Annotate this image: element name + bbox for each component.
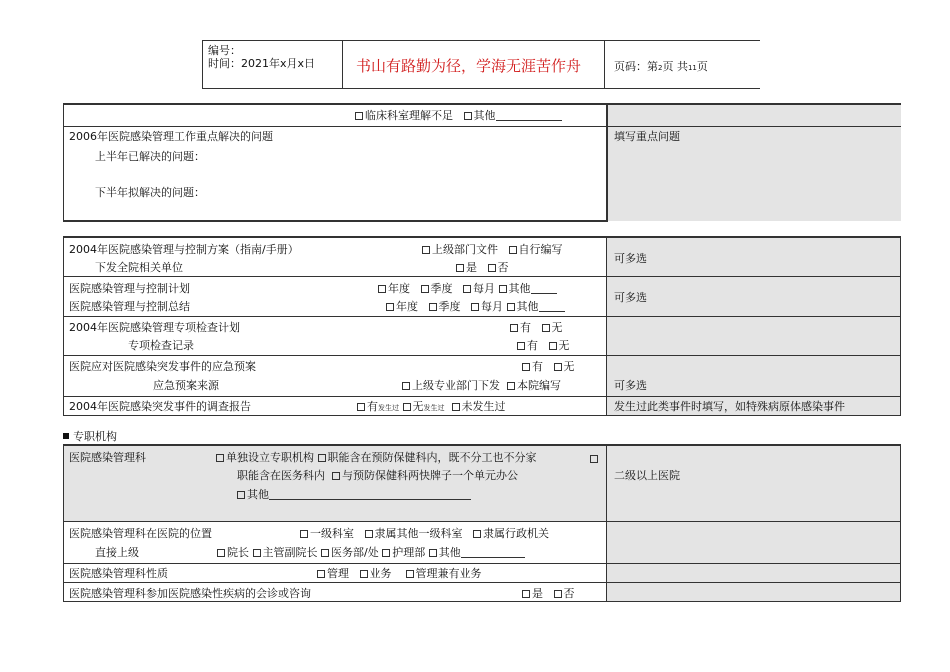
control-summary-label: 医院感染管理与控制总结 xyxy=(69,300,190,313)
not-occurred-checkbox[interactable] xyxy=(452,403,460,411)
report-yes-checkbox[interactable] xyxy=(357,403,365,411)
outbreak-report-options: 有发生过 无发生过 未发生过 xyxy=(357,400,506,415)
plan-quarterly-checkbox[interactable] xyxy=(421,285,429,293)
ic-dept-options-line3: 其他 xyxy=(237,488,471,501)
upper-dept-checkbox[interactable] xyxy=(422,246,430,254)
other-checkbox[interactable] xyxy=(464,112,472,120)
plan-other-checkbox[interactable] xyxy=(499,285,507,293)
self-written-checkbox[interactable] xyxy=(509,246,517,254)
emergency-source-options: 上级专业部门下发 本院编写 xyxy=(402,379,561,392)
under-other-checkbox[interactable] xyxy=(365,530,373,538)
outbreak-note: 发生过此类事件时填写，如特殊病原体感染事件 xyxy=(614,400,845,413)
time-label: 时间：2021年x月x日 xyxy=(208,57,316,70)
ic-dept-options-line2: 职能含在医务科内 与预防保健科两快牌子一个单元办公 xyxy=(237,469,518,482)
distribute-no-checkbox[interactable] xyxy=(488,264,496,272)
management-checkbox[interactable] xyxy=(317,570,325,578)
distribute-yes-checkbox[interactable] xyxy=(456,264,464,272)
ic-other-blank[interactable] xyxy=(269,489,471,500)
nursing-dept-checkbox[interactable] xyxy=(382,549,390,557)
plan-guideline-label: 2004年医院感染管理与控制方案（指南/手册） xyxy=(69,243,299,256)
plan-note: 可多选 xyxy=(614,252,647,265)
emergency-source-label: 应急预案来源 xyxy=(153,379,219,392)
consult-no-checkbox[interactable] xyxy=(554,590,562,598)
key-issues-title: 2006年医院感染管理工作重点解决的问题 xyxy=(69,130,273,143)
hospital-written-checkbox[interactable] xyxy=(507,382,515,390)
dual-sign-checkbox[interactable] xyxy=(332,472,340,480)
consultation-options: 是 否 xyxy=(522,587,575,600)
motto: 书山有路勤为径，学海无涯苦作舟 xyxy=(356,57,582,75)
inspection-plan-options: 有 无 xyxy=(510,321,563,334)
consult-yes-checkbox[interactable] xyxy=(522,590,530,598)
emergency-yes-checkbox[interactable] xyxy=(522,363,530,371)
emergency-plan-label: 医院应对医院感染突发事件的应急预案 xyxy=(69,360,256,373)
under-admin-checkbox[interactable] xyxy=(473,530,481,538)
business-checkbox[interactable] xyxy=(360,570,368,578)
control-note: 可多选 xyxy=(614,291,647,304)
control-summary-options: 年度 季度 每月 其他 xyxy=(386,300,565,313)
position-options: 一级科室 隶属其他一级科室 隶属行政机关 xyxy=(300,527,549,540)
inspection-plan-label: 2004年医院感染管理专项检查计划 xyxy=(69,321,240,334)
superior-options: 院长 主管副院长 医务部/处 护理部 其他 xyxy=(217,546,525,559)
upper-issued-checkbox[interactable] xyxy=(402,382,410,390)
vice-president-checkbox[interactable] xyxy=(253,549,261,557)
doc-number-label: 编号： xyxy=(208,44,241,57)
summary-monthly-checkbox[interactable] xyxy=(471,303,479,311)
first-half-label: 上半年已解决的问题： xyxy=(95,150,205,163)
page-number: 页码：第2页 共11页 xyxy=(614,60,708,73)
inspection-no-checkbox[interactable] xyxy=(542,324,550,332)
inspection-record-label: 专项检查记录 xyxy=(128,339,194,352)
plan-other-blank[interactable] xyxy=(531,283,557,294)
summary-annual-checkbox[interactable] xyxy=(386,303,394,311)
plan-source-options: 上级部门文件 自行编写 xyxy=(422,243,563,256)
distribute-label: 下发全院相关单位 xyxy=(95,261,183,274)
ic-other-checkbox[interactable] xyxy=(237,491,245,499)
nature-label: 医院感染管理科性质 xyxy=(69,567,168,580)
medical-dept-checkbox[interactable] xyxy=(321,549,329,557)
understanding-checkbox[interactable] xyxy=(355,112,363,120)
superior-other-blank[interactable] xyxy=(461,547,525,558)
ic-dept-note: 二级以上医院 xyxy=(614,469,680,482)
section3-heading: 专职机构 xyxy=(63,430,117,443)
president-checkbox[interactable] xyxy=(217,549,225,557)
ic-dept-label: 医院感染管理科 xyxy=(69,451,146,464)
first-level-checkbox[interactable] xyxy=(300,530,308,538)
emergency-note: 可多选 xyxy=(614,379,647,392)
key-issues-note: 填写重点问题 xyxy=(614,130,680,143)
emergency-no-checkbox[interactable] xyxy=(554,363,562,371)
preventive-dept-checkbox[interactable] xyxy=(318,454,326,462)
control-plan-options: 年度 季度 每月 其他 xyxy=(378,282,557,295)
outbreak-report-label: 2004年医院感染突发事件的调查报告 xyxy=(69,400,251,413)
extra-checkbox[interactable] xyxy=(590,452,600,465)
record-no-checkbox[interactable] xyxy=(549,342,557,350)
plan-annual-checkbox[interactable] xyxy=(378,285,386,293)
both-checkbox[interactable] xyxy=(406,570,414,578)
section1-row0: 临床科室理解不足 其他 xyxy=(355,109,562,122)
summary-other-checkbox[interactable] xyxy=(507,303,515,311)
independent-checkbox[interactable] xyxy=(216,454,224,462)
superior-other-checkbox[interactable] xyxy=(429,549,437,557)
report-no-checkbox[interactable] xyxy=(403,403,411,411)
superior-label: 直接上级 xyxy=(95,546,139,559)
summary-other-blank[interactable] xyxy=(539,301,565,312)
record-yes-checkbox[interactable] xyxy=(517,342,525,350)
other-blank[interactable] xyxy=(496,110,562,121)
nature-options: 管理 业务 管理兼有业务 xyxy=(317,567,482,580)
second-half-label: 下半年拟解决的问题： xyxy=(95,186,205,199)
consultation-label: 医院感染管理科参加医院感染性疾病的会诊或咨询 xyxy=(69,587,311,600)
plan-monthly-checkbox[interactable] xyxy=(463,285,471,293)
ic-dept-options-line1: 单独设立专职机构 职能含在预防保健科内，既不分工也不分家 xyxy=(216,451,537,464)
control-plan-label: 医院感染管理与控制计划 xyxy=(69,282,190,295)
distribute-options: 是 否 xyxy=(456,261,509,274)
summary-quarterly-checkbox[interactable] xyxy=(429,303,437,311)
bullet-square-icon xyxy=(63,433,69,439)
inspection-record-options: 有 无 xyxy=(517,339,570,352)
position-label: 医院感染管理科在医院的位置 xyxy=(69,527,212,540)
emergency-plan-options: 有 无 xyxy=(522,360,575,373)
inspection-yes-checkbox[interactable] xyxy=(510,324,518,332)
